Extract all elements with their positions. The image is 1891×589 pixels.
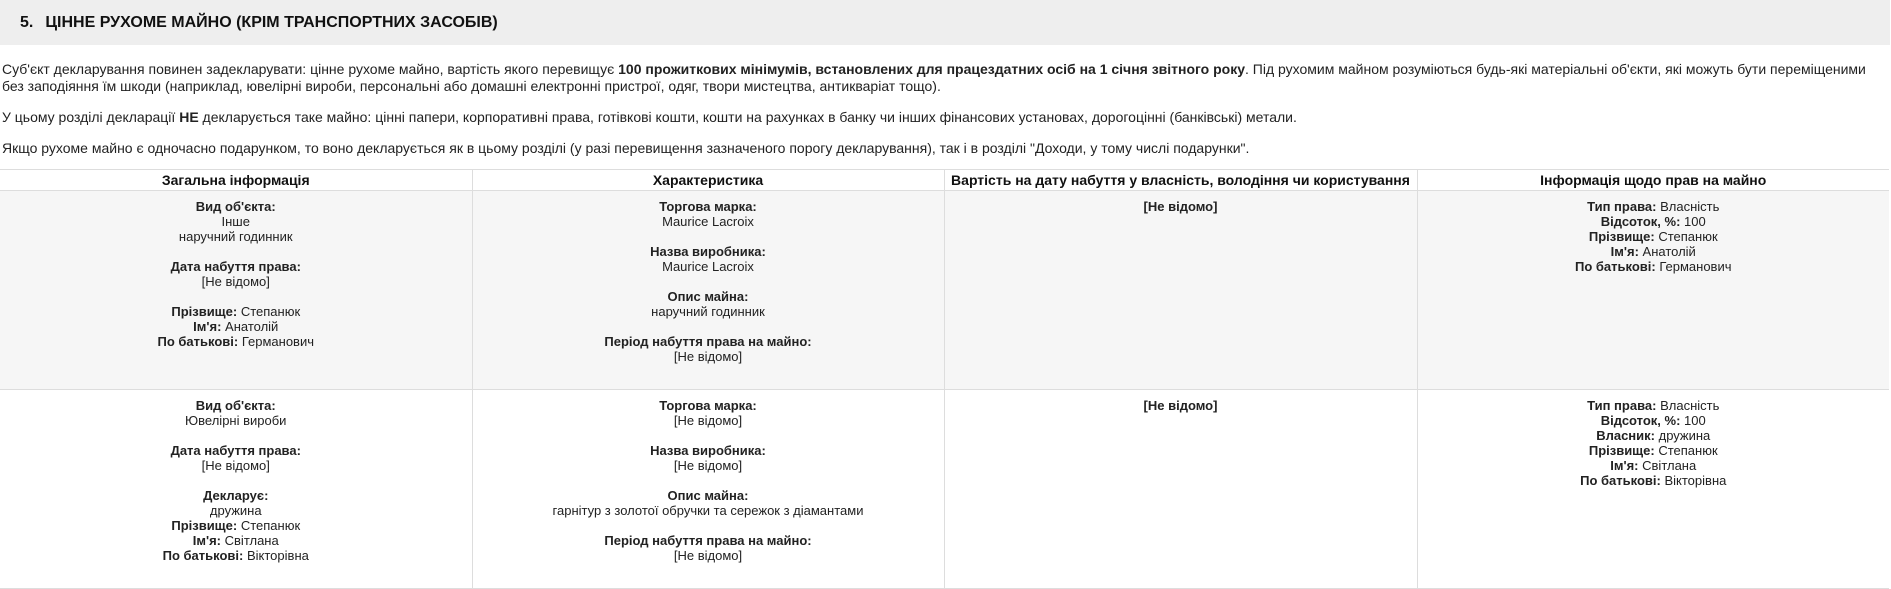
- acquisition-period-label: Період набуття права на майно:: [604, 334, 812, 349]
- manufacturer-value: Maurice Lacroix: [662, 259, 754, 274]
- intro-text: Суб'єкт декларування повинен задекларувати: цінне рухоме майно, вартість якого перевищує: [2, 61, 619, 77]
- patronymic-value: Германович: [241, 334, 314, 349]
- characteristics-cell: [472, 390, 944, 589]
- surname-label: Прізвище:: [1588, 229, 1655, 244]
- intro-text: У цьому розділі декларації: [2, 109, 180, 125]
- acquisition-period-label: Період набуття права на майно:: [604, 533, 812, 548]
- value-amount: [Не відомо]: [1143, 398, 1218, 413]
- first-name-label: Ім'я:: [1610, 244, 1639, 259]
- section-header: [0, 0, 1890, 45]
- right-type-value: Власність: [1660, 199, 1720, 214]
- intro-text: декларується таке майно: цінні папери, корпоративні права, готівкові кошти, кошти на рахунках в банку чи інших фінансових установах, дорогоцінні (банківські) метали.: [198, 109, 1297, 125]
- share-percent-value: 100: [1684, 214, 1706, 229]
- kind-value: Ювелірні вироби: [185, 413, 287, 428]
- general-info-cell: [0, 390, 472, 589]
- patronymic-label: По батькові:: [162, 548, 244, 563]
- surname-value: Степанюк: [1658, 229, 1718, 244]
- patronymic-label: По батькові:: [157, 334, 239, 349]
- surname-label: Прізвище:: [171, 518, 238, 533]
- owner-value: дружина: [1658, 428, 1711, 443]
- brand-value: [Не відомо]: [673, 413, 743, 428]
- description-value: гарнітур з золотої обручки та сережок з діамантами: [552, 503, 864, 518]
- kind-label: Вид об'єкта:: [195, 199, 276, 214]
- rights-cell: [1417, 390, 1889, 589]
- value-cell: [944, 390, 1417, 589]
- intro-paragraph-excluded: [2, 109, 1887, 126]
- description-label: Опис майна:: [667, 488, 749, 503]
- right-type-label: Тип права:: [1587, 199, 1657, 214]
- value-amount: [Не відомо]: [1143, 199, 1218, 214]
- kind-value: Інше: [221, 214, 250, 229]
- first-name-value: Анатолій: [225, 319, 279, 334]
- brand-label: Торгова марка:: [659, 398, 757, 413]
- acquisition-date-value: [Не відомо]: [201, 458, 270, 473]
- brand-label: Торгова марка:: [659, 199, 757, 214]
- manufacturer-value: [Не відомо]: [673, 458, 743, 473]
- table-row: [0, 191, 1889, 390]
- column-header-rights: Інформація щодо прав на майно: [1417, 170, 1889, 191]
- kind-value-detail: наручний годинник: [178, 229, 293, 244]
- intro-paragraph-gifts: Якщо рухоме майно є одночасно подарунком, то воно декларується як в цьому розділі (у разі перевищення зазначеного порогу декларування), так і в розділі "Доходи, у тому числі подарунки".: [2, 140, 1250, 156]
- patronymic-value: Германович: [1659, 259, 1732, 274]
- brand-value: Maurice Lacroix: [662, 214, 754, 229]
- column-header-general: Загальна інформація: [0, 170, 472, 191]
- manufacturer-label: Назва виробника:: [650, 443, 766, 458]
- surname-value: Степанюк: [240, 518, 301, 533]
- movable-property-table: [0, 169, 1889, 589]
- patronymic-label: По батькові:: [1574, 259, 1656, 274]
- section-number: 5.: [20, 13, 34, 31]
- acquisition-period-value: [Не відомо]: [673, 548, 743, 563]
- declarant-label: Декларує:: [203, 488, 269, 503]
- intro-not-bold: НЕ: [179, 109, 199, 125]
- surname-value: Степанюк: [1658, 443, 1718, 458]
- column-header-value: Вартість на дату набуття у власність, володіння чи користування: [944, 170, 1417, 191]
- value-cell: [944, 191, 1417, 390]
- characteristics-cell: [472, 191, 944, 390]
- rights-cell: [1417, 191, 1889, 390]
- patronymic-label: По батькові:: [1580, 473, 1661, 488]
- first-name-label: Ім'я:: [1610, 458, 1639, 473]
- first-name-value: Світлана: [1642, 458, 1697, 473]
- general-info-cell: [0, 191, 472, 390]
- intro-paragraph-threshold: [2, 61, 1887, 95]
- acquisition-period-value: [Не відомо]: [673, 349, 743, 364]
- manufacturer-label: Назва виробника:: [650, 244, 766, 259]
- right-type-value: Власність: [1660, 398, 1720, 413]
- section-title: ЦІННЕ РУХОМЕ МАЙНО (КРІМ ТРАНСПОРТНИХ ЗАСОБІВ): [45, 13, 498, 31]
- section-intro: [0, 61, 1887, 157]
- first-name-label: Ім'я:: [193, 319, 222, 334]
- column-header-characteristics: Характеристика: [472, 170, 944, 191]
- patronymic-value: Вікторівна: [1664, 473, 1727, 488]
- share-percent-label: Відсоток, %:: [1600, 413, 1681, 428]
- table-row: [0, 390, 1889, 589]
- intro-text: . Під рухомим майном розуміються будь-які матеріальні об'єкти, які можуть бути переміщеними без заподіяння їм шкоди (наприклад, ювелірні вироби, персональні або домашні електронні пристрої, одяг, твори мистецтва, антикваріат тощо).: [2, 61, 1866, 94]
- first-name-value: Анатолій: [1642, 244, 1696, 259]
- intro-threshold-bold: 100 прожиткових мінімумів, встановлених для працездатних осіб на 1 січня звітного року: [618, 61, 1246, 77]
- surname-label: Прізвище:: [1588, 443, 1655, 458]
- description-label: Опис майна:: [667, 289, 749, 304]
- description-value: наручний годинник: [651, 304, 765, 319]
- share-percent-label: Відсоток, %:: [1600, 214, 1681, 229]
- patronymic-value: Вікторівна: [246, 548, 309, 563]
- table-header-row: [0, 170, 1889, 191]
- surname-label: Прізвище:: [171, 304, 238, 319]
- first-name-label: Ім'я:: [192, 533, 222, 548]
- acquisition-date-label: Дата набуття права:: [170, 259, 301, 274]
- kind-label: Вид об'єкта:: [195, 398, 276, 413]
- surname-value: Степанюк: [240, 304, 301, 319]
- acquisition-date-value: [Не відомо]: [201, 274, 270, 289]
- declarant-value: дружина: [209, 503, 262, 518]
- share-percent-value: 100: [1684, 413, 1706, 428]
- owner-label: Власник:: [1596, 428, 1655, 443]
- right-type-label: Тип права:: [1587, 398, 1657, 413]
- first-name-value: Світлана: [224, 533, 279, 548]
- acquisition-date-label: Дата набуття права:: [170, 443, 301, 458]
